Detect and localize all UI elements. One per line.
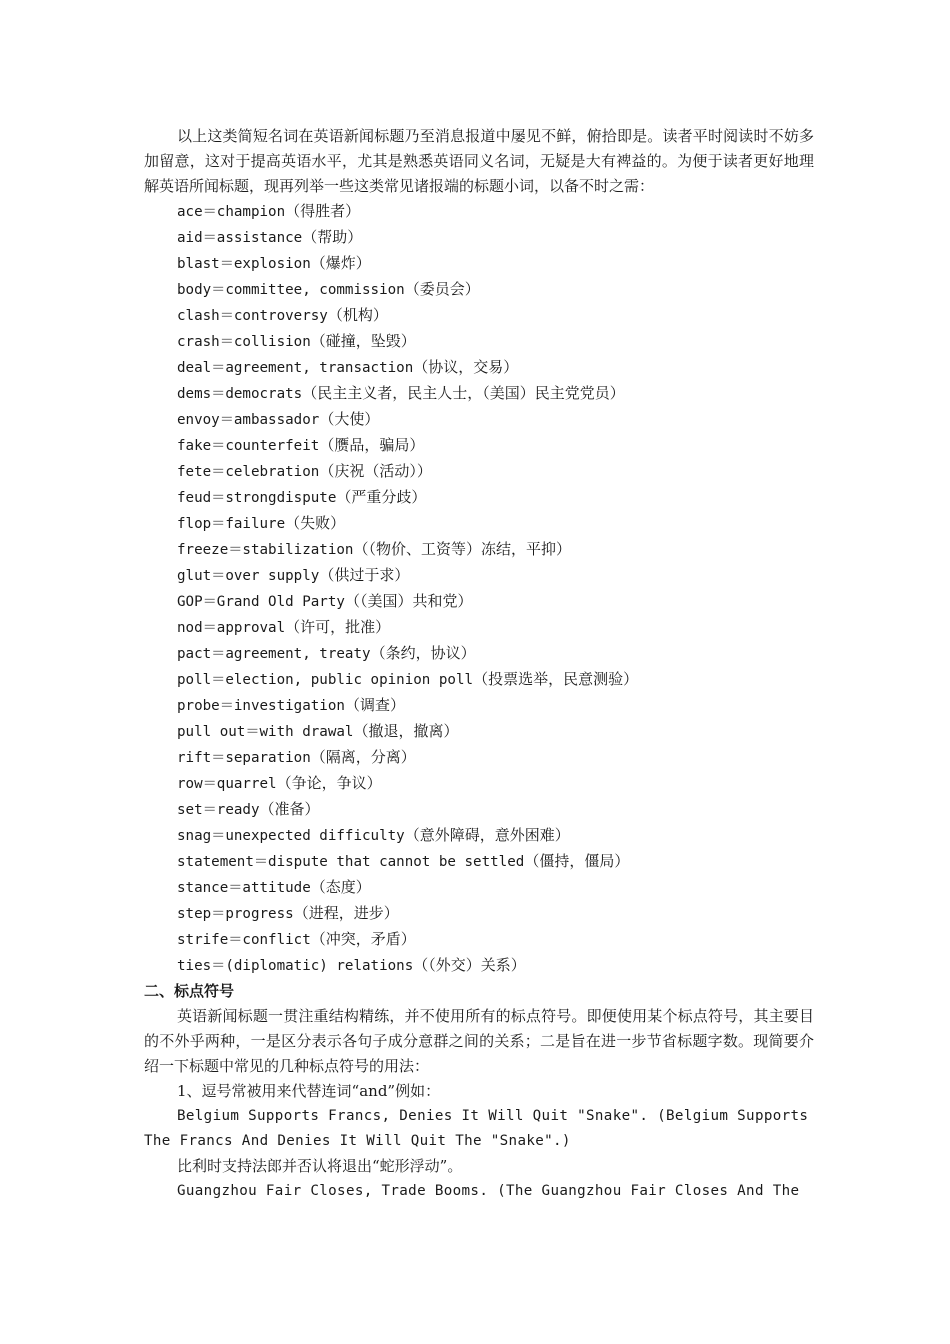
intro-paragraph: 以上这类简短名词在英语新闻标题乃至消息报道中屡见不鲜，俯拾即是。读者平时阅读时不妨多加留意，这对于提高英语水平，尤其是熟悉英语同义名词，无疑是大有裨益的。为便于读者更好地理解英语所闻标题，现再列举一些这类常见诸报端的标题小词，以备不时之需： xyxy=(144,127,814,195)
section-heading: 二、标点符号 xyxy=(144,982,235,1000)
term-item xyxy=(144,953,814,979)
term-chinese: （民主主义者，民主人士，（美国）民主党党员） xyxy=(302,384,625,402)
term-chinese: （许可，批准） xyxy=(285,618,391,636)
term-chinese: （态度） xyxy=(310,878,371,896)
term-item xyxy=(144,693,814,719)
term-item xyxy=(144,303,814,329)
term-item xyxy=(144,459,814,485)
term-english: probe＝investigation xyxy=(177,698,345,714)
term-english: body＝committee, commission xyxy=(177,282,405,298)
term-english: freeze＝stabilization xyxy=(177,542,354,558)
term-english: strife＝conflict xyxy=(177,932,311,948)
term-english: aid＝assistance xyxy=(177,230,303,246)
term-chinese: （隔离，分离） xyxy=(310,748,416,766)
rule-comma: 1、逗号常被用来代替连词“and”例如： xyxy=(177,1082,441,1100)
term-english: glut＝over supply xyxy=(177,568,320,584)
term-chinese: （冲突，矛盾） xyxy=(310,930,416,948)
term-english: stance＝attitude xyxy=(177,880,311,896)
term-chinese: （得胜者） xyxy=(285,202,361,220)
term-item xyxy=(144,251,814,277)
term-list xyxy=(144,199,814,979)
term-chinese: （调查） xyxy=(344,696,405,714)
term-english: nod＝approval xyxy=(177,620,286,636)
term-chinese: （帮助） xyxy=(302,228,363,246)
term-item xyxy=(144,615,814,641)
term-chinese: （赝品，骗局） xyxy=(319,436,425,454)
term-chinese: （（外交）关系） xyxy=(413,956,526,974)
term-english: ace＝champion xyxy=(177,204,286,220)
term-chinese: （爆炸） xyxy=(310,254,371,272)
term-english: pull out＝with drawal xyxy=(177,724,354,740)
term-english: snag＝unexpected difficulty xyxy=(177,828,405,844)
term-english: ties＝(diplomatic) relations xyxy=(177,958,414,974)
term-english: rift＝separation xyxy=(177,750,311,766)
term-item xyxy=(144,589,814,615)
term-item xyxy=(144,849,814,875)
term-chinese: （协议，交易） xyxy=(413,358,519,376)
term-chinese: （争论，争议） xyxy=(276,774,382,792)
term-item xyxy=(144,381,814,407)
document-page xyxy=(144,124,814,1204)
term-item xyxy=(144,641,814,667)
term-english: crash＝collision xyxy=(177,334,311,350)
term-english: feud＝strongdispute xyxy=(177,490,337,506)
term-english: poll＝election, public opinion poll xyxy=(177,672,474,688)
term-item xyxy=(144,901,814,927)
term-chinese: （投票选举，民意测验） xyxy=(473,670,639,688)
term-english: clash＝controversy xyxy=(177,308,328,324)
term-item xyxy=(144,485,814,511)
term-english: set＝ready xyxy=(177,802,260,818)
term-chinese: （准备） xyxy=(259,800,320,818)
term-item xyxy=(144,771,814,797)
term-chinese: （（物价、工资等）冻结，平抑） xyxy=(353,540,571,558)
term-item xyxy=(144,199,814,225)
term-english: fake＝counterfeit xyxy=(177,438,320,454)
term-chinese: （庆祝（活动）） xyxy=(319,462,432,480)
term-item xyxy=(144,823,814,849)
term-english: blast＝explosion xyxy=(177,256,311,272)
term-item xyxy=(144,667,814,693)
term-item xyxy=(144,407,814,433)
term-english: fete＝celebration xyxy=(177,464,320,480)
term-english: envoy＝ambassador xyxy=(177,412,320,428)
example-headline-1: Belgium Supports Francs, Denies It Will Quit "Snake". (Belgium Supports The Francs And Denies It Will Quit The "Snake".) xyxy=(144,1108,809,1149)
term-item xyxy=(144,875,814,901)
term-item xyxy=(144,225,814,251)
term-item xyxy=(144,563,814,589)
term-item xyxy=(144,329,814,355)
section-paragraph: 英语新闻标题一贯注重结构精练，并不使用所有的标点符号。即便使用某个标点符号，其主要目的不外乎两种，一是区分表示各句子成分意群之间的关系；二是旨在进一步节省标题字数。现简要介绍一下标题中常见的几种标点符号的用法： xyxy=(144,1007,814,1075)
term-item xyxy=(144,745,814,771)
term-item xyxy=(144,511,814,537)
term-english: row＝quarrel xyxy=(177,776,277,792)
example-translation-1: 比利时支持法郎并否认将退出“蛇形浮动”。 xyxy=(177,1157,463,1175)
term-item xyxy=(144,277,814,303)
term-chinese: （撤退，撤离） xyxy=(353,722,459,740)
term-chinese: （条约，协议） xyxy=(370,644,476,662)
term-item xyxy=(144,537,814,563)
term-english: pact＝agreement, treaty xyxy=(177,646,371,662)
term-english: deal＝agreement, transaction xyxy=(177,360,414,376)
term-chinese: （意外障碍，意外困难） xyxy=(404,826,570,844)
term-item xyxy=(144,433,814,459)
term-item xyxy=(144,797,814,823)
term-chinese: （机构） xyxy=(327,306,388,324)
term-chinese: （严重分歧） xyxy=(336,488,427,506)
term-chinese: （碰撞，坠毁） xyxy=(310,332,416,350)
term-english: flop＝failure xyxy=(177,516,286,532)
term-item xyxy=(144,355,814,381)
term-chinese: （进程，进步） xyxy=(293,904,399,922)
term-chinese: （（美国）共和党） xyxy=(344,592,473,610)
term-english: step＝progress xyxy=(177,906,294,922)
term-item xyxy=(144,927,814,953)
term-english: GOP＝Grand Old Party xyxy=(177,594,345,610)
term-chinese: （供过于求） xyxy=(319,566,410,584)
term-chinese: （僵持，僵局） xyxy=(524,852,630,870)
term-english: dems＝democrats xyxy=(177,386,303,402)
term-chinese: （失败） xyxy=(285,514,346,532)
term-english: statement＝dispute that cannot be settled xyxy=(177,854,525,870)
example-headline-2: Guangzhou Fair Closes, Trade Booms. (The Guangzhou Fair Closes And The xyxy=(177,1183,800,1199)
term-chinese: （大使） xyxy=(319,410,380,428)
term-item xyxy=(144,719,814,745)
term-chinese: （委员会） xyxy=(404,280,480,298)
